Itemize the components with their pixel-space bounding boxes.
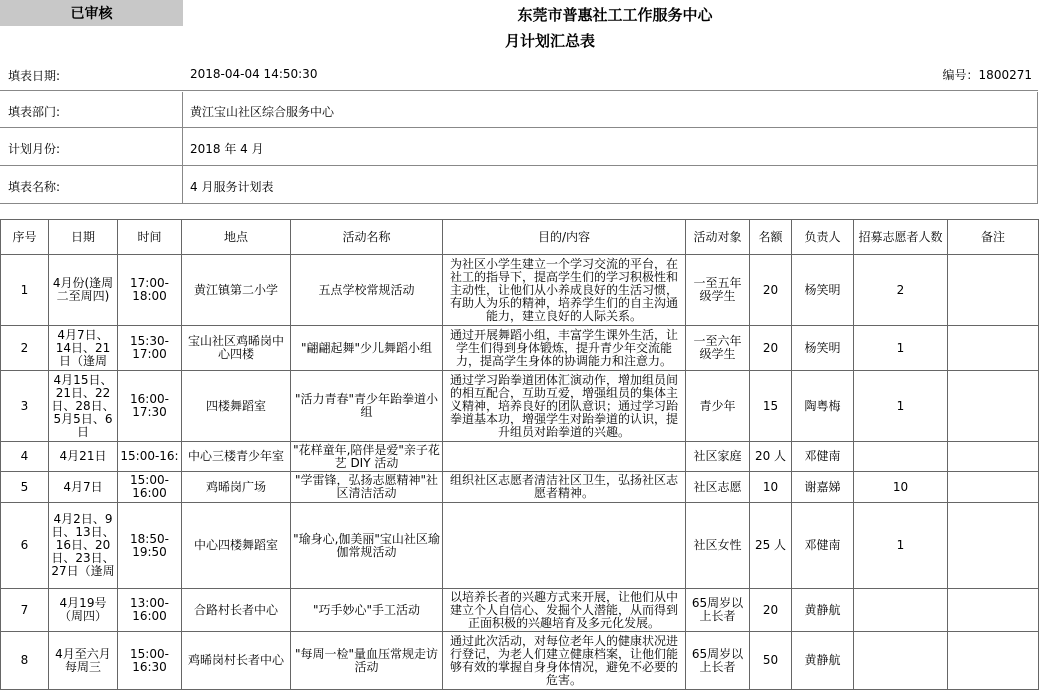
cell-goal: 为社区小学生建立一个学习交流的平台，在社工的指导下，提高学生们的学习积极性和主动性，让他们从小养成良好的生活习惯，有助人为乐的精神，培养学生们的自主沟通能力，建立良好的人际关系。 [443, 255, 686, 326]
cell-quota: 50 [750, 632, 792, 690]
cell-time: 15:00-16:30 [118, 632, 182, 690]
cell-volunteers [854, 589, 948, 632]
cell-note [948, 472, 1039, 503]
cell-activity: "花样童年,陪伴是爱"亲子花艺 DIY 活动 [291, 442, 443, 472]
cell-note [948, 371, 1039, 442]
cell-quota: 25 人 [750, 503, 792, 589]
cell-goal: 通过开展舞蹈小组，丰富学生课外生活，让学生们得到身体锻炼，提升青少年交流能力，提高学生身体的协调能力和注意力。 [443, 326, 686, 371]
col-header-no: 序号 [1, 220, 49, 255]
form-name-value: 4 月服务计划表 [190, 180, 274, 194]
cell-place: 合路村长者中心 [182, 589, 291, 632]
cell-quota: 15 [750, 371, 792, 442]
cell-time: 15:00-16: [118, 442, 182, 472]
col-header-date: 日期 [49, 220, 118, 255]
cell-place: 鸡晞岗村长者中心 [182, 632, 291, 690]
cell-no: 8 [1, 632, 49, 690]
cell-lead: 陶粤梅 [792, 371, 854, 442]
cell-lead: 黄静航 [792, 632, 854, 690]
cell-activity: "每周一检"量血压常规走访活动 [291, 632, 443, 690]
cell-lead: 邓健南 [792, 442, 854, 472]
cell-goal [443, 442, 686, 472]
cell-lead: 杨笑明 [792, 326, 854, 371]
cell-target: 社区女性 [686, 503, 750, 589]
table-row [1, 503, 1039, 589]
cell-note [948, 632, 1039, 690]
cell-date: 4月7日 [49, 472, 118, 503]
cell-date: 4月21日 [49, 442, 118, 472]
cell-date: 4月2日、9日、13日、16日、20日、23日、27日（逢周 [49, 503, 118, 589]
col-header-goal: 目的/内容 [443, 220, 686, 255]
cell-note [948, 326, 1039, 371]
fill-date-row [0, 58, 1038, 91]
cell-goal: 组织社区志愿者清洁社区卫生，弘扬社区志愿者精神。 [443, 472, 686, 503]
cell-no: 5 [1, 472, 49, 503]
cell-no: 4 [1, 442, 49, 472]
cell-no: 2 [1, 326, 49, 371]
cell-quota: 20 [750, 589, 792, 632]
col-header-note: 备注 [948, 220, 1039, 255]
table-header-row [1, 220, 1039, 255]
cell-activity: "活力青春"青少年跆拳道小组 [291, 371, 443, 442]
cell-volunteers: 2 [854, 255, 948, 326]
table-row [1, 632, 1039, 690]
cell-no: 3 [1, 371, 49, 442]
cell-goal: 通过学习跆拳道团体汇演动作，增加组员间的相互配合，互助互爱，增强组员的集体主义精神，培养良好的团队意识；通过学习跆拳道基本功，增强学生对跆拳道的认识，提升组员对跆拳道的兴趣。 [443, 371, 686, 442]
cell-volunteers: 1 [854, 371, 948, 442]
cell-lead: 杨笑明 [792, 255, 854, 326]
cell-target: 一至六年级学生 [686, 326, 750, 371]
dept-row [0, 91, 1038, 128]
review-status-badge: 已审核 [0, 0, 183, 26]
cell-note [948, 442, 1039, 472]
col-header-activity: 活动名称 [291, 220, 443, 255]
cell-quota: 20 [750, 255, 792, 326]
cell-activity: "翩翩起舞"少儿舞蹈小组 [291, 326, 443, 371]
header-right-border [1037, 92, 1038, 203]
col-header-volunteers: 招募志愿者人数 [854, 220, 948, 255]
form-name-row [0, 166, 1038, 204]
cell-time: 16:00-17:30 [118, 371, 182, 442]
cell-note [948, 255, 1039, 326]
form-name-label: 填表名称: [8, 180, 61, 194]
cell-target: 社区志愿 [686, 472, 750, 503]
serial-number: 编号：1800271 [942, 68, 1032, 82]
cell-target: 社区家庭 [686, 442, 750, 472]
cell-quota: 10 [750, 472, 792, 503]
cell-place: 黄江镇第二小学 [182, 255, 291, 326]
table-row [1, 255, 1039, 326]
cell-volunteers: 10 [854, 472, 948, 503]
cell-volunteers [854, 442, 948, 472]
cell-note [948, 503, 1039, 589]
cell-volunteers [854, 632, 948, 690]
cell-date: 4月7日、14日、21日（逢周 [49, 326, 118, 371]
cell-place: 鸡晞岗广场 [182, 472, 291, 503]
cell-time: 18:50-19:50 [118, 503, 182, 589]
month-label: 计划月份: [8, 142, 61, 156]
cell-note [948, 589, 1039, 632]
cell-target: 一至五年级学生 [686, 255, 750, 326]
table-row [1, 472, 1039, 503]
cell-no: 7 [1, 589, 49, 632]
cell-no: 1 [1, 255, 49, 326]
col-header-target: 活动对象 [686, 220, 750, 255]
cell-lead: 邓健南 [792, 503, 854, 589]
fill-date-value: 2018-04-04 14:50:30 [190, 67, 318, 81]
col-header-lead: 负责人 [792, 220, 854, 255]
cell-place: 四楼舞蹈室 [182, 371, 291, 442]
cell-no: 6 [1, 503, 49, 589]
cell-activity: "瑜身心,伽美丽"宝山社区瑜伽常规活动 [291, 503, 443, 589]
cell-date: 4月至六月每周三 [49, 632, 118, 690]
cell-target: 青少年 [686, 371, 750, 442]
cell-quota: 20 [750, 326, 792, 371]
cell-goal: 以培养长者的兴趣方式来开展，让他们从中建立个人自信心、发掘个人潜能，从而得到正面积极的兴趣培育及多元化发展。 [443, 589, 686, 632]
cell-place: 宝山社区鸡晞岗中心四楼 [182, 326, 291, 371]
cell-time: 15:30-17:00 [118, 326, 182, 371]
form-subtitle: 月计划汇总表 [504, 32, 595, 50]
table-row [1, 589, 1039, 632]
cell-lead: 谢嘉娣 [792, 472, 854, 503]
cell-date: 4月19号（周四） [49, 589, 118, 632]
table-row [1, 371, 1039, 442]
header-divider [182, 92, 183, 203]
cell-time: 15:00-16:00 [118, 472, 182, 503]
dept-value: 黄江宝山社区综合服务中心 [190, 105, 335, 119]
month-value: 2018 年 4 月 [190, 142, 264, 156]
cell-activity: 五点学校常规活动 [291, 255, 443, 326]
table-row [1, 442, 1039, 472]
cell-activity: "学雷锋，弘扬志愿精神"社区清洁活动 [291, 472, 443, 503]
month-row [0, 128, 1038, 166]
cell-time: 17:00-18:00 [118, 255, 182, 326]
cell-target: 65周岁以上长者 [686, 589, 750, 632]
cell-goal: 通过此次活动，对每位老年人的健康状况进行登记，为老人们建立健康档案，让他们能够有效的掌握自身身体情况，避免不必要的危害。 [443, 632, 686, 690]
organization-title: 东莞市普惠社工工作服务中心 [517, 6, 713, 24]
col-header-quota: 名额 [750, 220, 792, 255]
plan-table [0, 219, 1039, 690]
col-header-time: 时间 [118, 220, 182, 255]
cell-time: 13:00-16:00 [118, 589, 182, 632]
table-row [1, 326, 1039, 371]
col-header-place: 地点 [182, 220, 291, 255]
dept-label: 填表部门: [8, 105, 61, 119]
cell-goal [443, 503, 686, 589]
cell-place: 中心三楼青少年室 [182, 442, 291, 472]
cell-date: 4月份(逢周二至周四) [49, 255, 118, 326]
cell-volunteers: 1 [854, 503, 948, 589]
cell-volunteers: 1 [854, 326, 948, 371]
cell-date: 4月15日、21日、22日、28日、5月5日、6日 [49, 371, 118, 442]
cell-place: 中心四楼舞蹈室 [182, 503, 291, 589]
cell-lead: 黄静航 [792, 589, 854, 632]
cell-quota: 20 人 [750, 442, 792, 472]
cell-activity: "巧手妙心"手工活动 [291, 589, 443, 632]
fill-date-label: 填表日期: [8, 69, 61, 83]
cell-target: 65周岁以上长者 [686, 632, 750, 690]
